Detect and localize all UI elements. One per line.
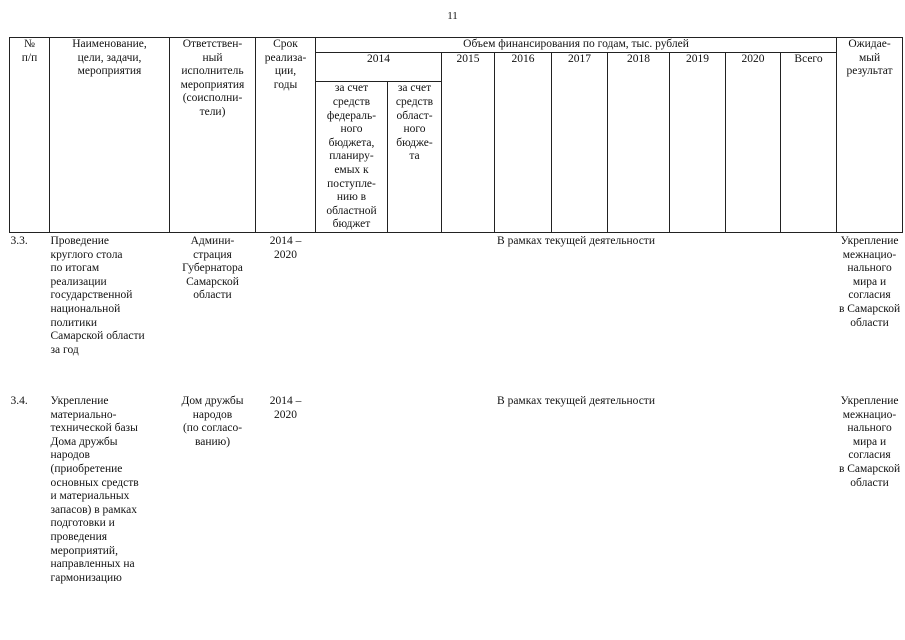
- row-num: 3.3.: [10, 235, 28, 247]
- header-name: Наименование, цели, задачи, мероприятия: [50, 38, 170, 233]
- header-responsible: Ответствен- ный исполнитель мероприятия (соисполни- тели): [170, 38, 256, 233]
- header-year-2018: 2018: [608, 52, 670, 232]
- row-name: Проведение круглого стола по итогам реализации государственной национальной политики Самарской области за год: [50, 235, 145, 356]
- row-funding: В рамках текущей деятельности: [497, 395, 655, 407]
- header-year-2017: 2017: [552, 52, 608, 232]
- table-row: [10, 393, 903, 585]
- header-funding-group: Объем финансирования по годам, тыс. рублей: [316, 38, 837, 53]
- row-result: Укрепление межнацио- нального мира и согласия в Самарской области: [838, 395, 901, 489]
- row-num: 3.4.: [10, 395, 28, 407]
- header-year-2016: 2016: [495, 52, 552, 232]
- header-result: Ожидае- мый результат: [837, 38, 903, 233]
- header-federal-budget: за счет средств федераль- ного бюджета, планиру- емых к поступле- нию в областной бюджет: [316, 82, 388, 233]
- header-year-2020: 2020: [726, 52, 781, 232]
- program-table: [9, 37, 903, 585]
- header-total: Всего: [781, 52, 837, 232]
- header-regional-budget: за счет средств област- ного бюдже- та: [388, 82, 442, 233]
- row-funding: В рамках текущей деятельности: [497, 235, 655, 247]
- header-num: № п/п: [10, 38, 50, 233]
- table-row: [10, 233, 903, 394]
- header-year-2015: 2015: [442, 52, 495, 232]
- header-year-2019: 2019: [670, 52, 726, 232]
- header-term: Срок реализа- ции, годы: [256, 38, 316, 233]
- row-term: 2014 – 2020: [269, 235, 302, 261]
- row-result: Укрепление межнацио- нального мира и согласия в Самарской области: [838, 235, 901, 329]
- page-number: 11: [447, 10, 458, 22]
- row-responsible: Админи- страция Губернатора Самарской области: [182, 235, 243, 302]
- table-header: [10, 38, 903, 233]
- header-year-2014: 2014: [316, 52, 442, 82]
- row-term: 2014 – 2020: [269, 395, 302, 421]
- row-responsible: Дом дружбы народов (по согласо- ванию): [181, 395, 244, 448]
- row-name: Укрепление материально- технической базы Дома дружбы народов (приобретение основных средств и материальных запасов) в рамках подготовки и проведения мероприятий, направленных на гармонизацию: [50, 395, 139, 584]
